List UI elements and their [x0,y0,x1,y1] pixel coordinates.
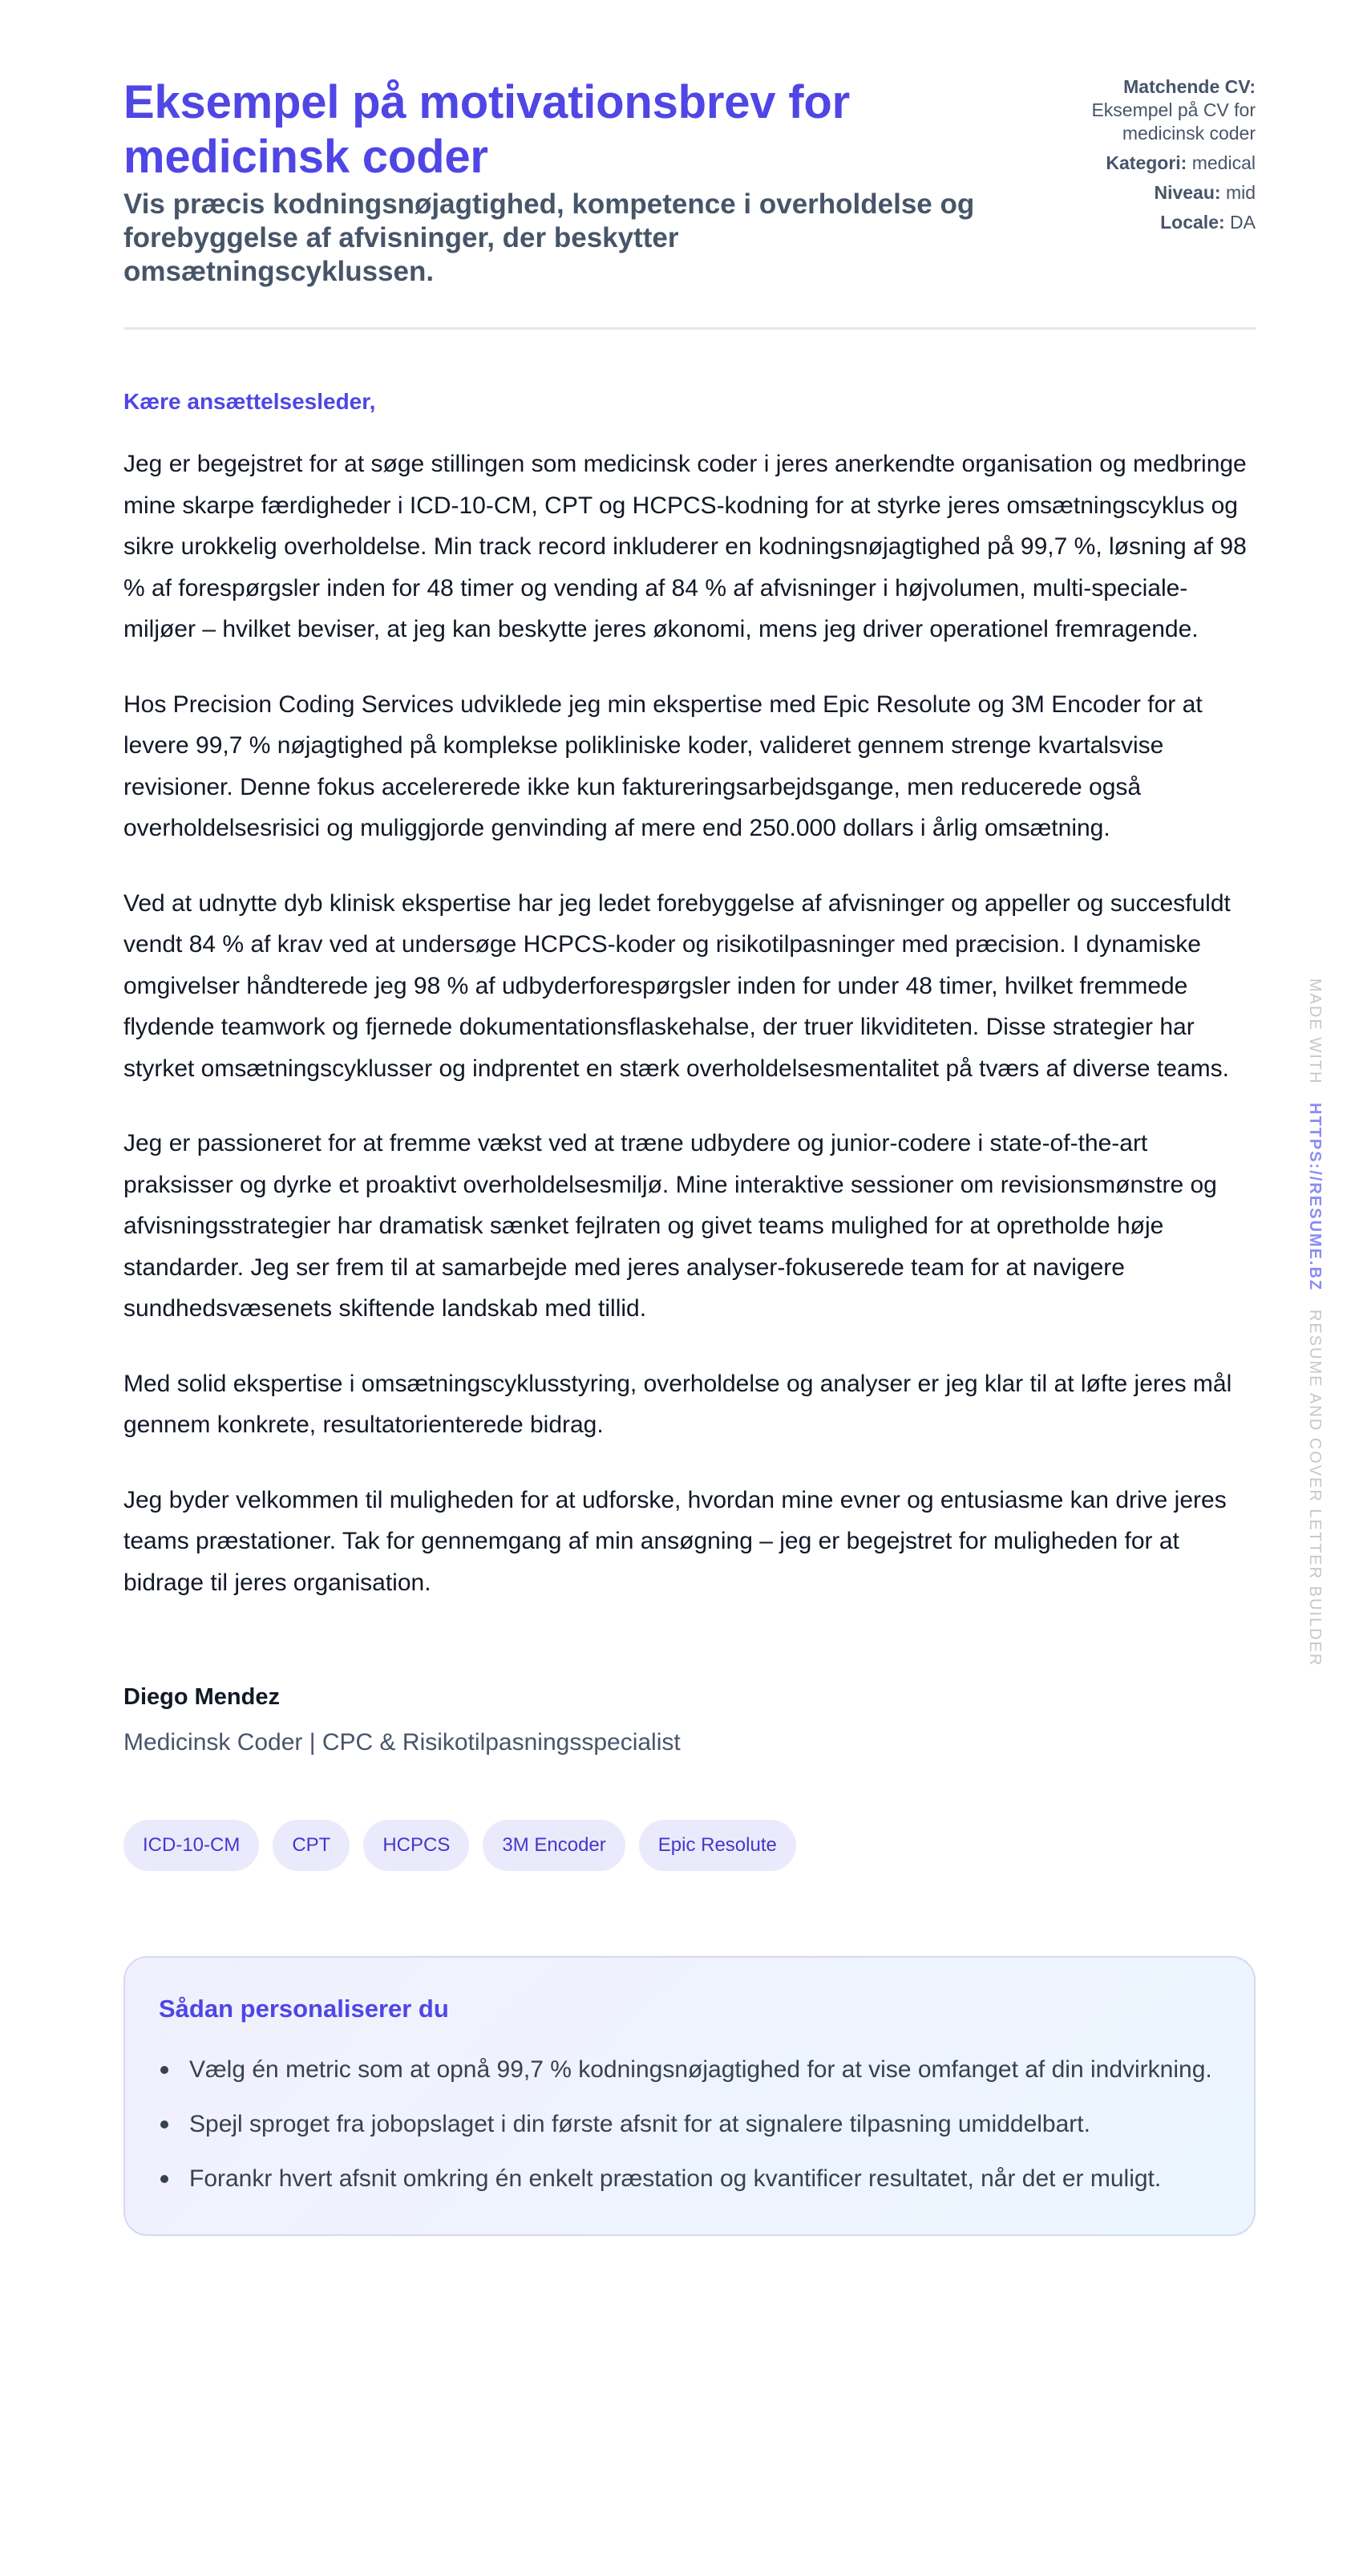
meta-matching-cv-label: Matchende CV: [1123,76,1256,97]
letter-body [123,387,1256,1603]
meta-category [1023,152,1256,175]
letter-paragraph: Jeg er begejstret for at søge stillingen som medicinsk coder i jeres anerkendte organisation og medbringe mine skarpe færdigheder i ICD-10-CM, CPT og HCPCS-kodning for at styrke jeres omsætningscyklus og sikre urokkelig overholdelse. Min track record inkluderer en kodningsnøjagtighed på 99,7 %, løsning af 98 % af forespørgsler inden for 48 timer og vending af 84 % af afvisninger i højvolumen, multi-speciale-miljøer – hvilket beviser, at jeg kan beskytte jeres økonomi, mens jeg driver operationel fremragende. [123,451,1247,642]
cover-letter-page [123,75,1256,2236]
skill-tag: HCPCS [363,1820,469,1871]
page-header [123,75,1256,330]
side-brand-prefix: MADE WITH [1306,978,1324,1085]
meta-matching-cv-value[interactable]: Eksempel på CV for medicinsk coder [1091,99,1256,144]
salutation: Kære ansættelsesleder, [123,389,376,414]
bullet-icon [160,2066,168,2074]
meta-matching-cv [1023,75,1256,145]
tips-title: Sådan personaliserer du [159,1995,449,2023]
tip-text: Vælg én metric som at opnå 99,7 % kodningsnøjagtighed for at vise omfanget af din indvirkning. [189,2056,1212,2083]
header-titles [123,75,989,289]
meta-locale-value: DA [1230,212,1256,233]
personalization-tips-card [123,1956,1256,2236]
side-brand-suffix: RESUME AND COVER LETTER BUILDER [1306,1309,1324,1667]
skill-tag: CPT [273,1820,350,1871]
skill-tag: 3M Encoder [483,1820,625,1871]
letter-paragraph: Jeg er passioneret for at fremme vækst ved at træne udbydere og junior-codere i state-of-the-art praksisser og dyrke et proaktivt overholdelsesmiljø. Mine interaktive sessioner om revisionsmønstre og afvisningsstrategier har dramatisk sænket fejlraten og givet teams mulighed for at opretholde høje standarder. Jeg ser frem til at samarbejde med jeres analyser-fokuserede team for at navigere sundhedsvæsenets skiftende landskab med tillid. [123,1130,1217,1322]
signature-name: Diego Mendez [123,1684,280,1710]
skill-tag: ICD-10-CM [123,1820,259,1871]
side-brand-watermark [1305,978,1325,1667]
page-subtitle: Vis præcis kodningsnøjagtighed, kompetence i overholdelse og forebyggelse af afvisninger, der beskytter omsætningscyklussen. [123,188,975,287]
tip-item [159,2049,1220,2090]
skill-tags [123,1820,1256,1871]
bullet-icon [160,2175,168,2183]
signature-title: Medicinsk Coder | CPC & Risikotilpasningsspecialist [123,1729,681,1756]
tip-text: Forankr hvert afsnit omkring én enkelt præstation og kvantificer resultatet, når det er muligt. [189,2165,1162,2192]
meta-level-label: Niveau: [1154,182,1221,203]
letter-paragraph: Ved at udnytte dyb klinisk ekspertise har jeg ledet forebyggelse af afvisninger og appeller og succesfuldt vendt 84 % af krav ved at undersøge HCPCS-koder og risikotilpasninger med præcision. I dynamiske omgivelser håndterede jeg 98 % af udbyderforespørgsler inden for under 48 timer, hvilket fremmede flydende teamwork og fjernede dokumentationsflaskehalse, der truer likviditeten. Disse strategier har styrket omsætningscyklusser og indprentet en stærk overholdelsesmentalitet på tværs af diverse teams. [123,889,1231,1082]
side-brand-link[interactable]: HTTPS://RESUME.BZ [1306,1103,1324,1292]
meta-category-value: medical [1191,152,1256,173]
letter-paragraph: Med solid ekspertise i omsætningscyklusstyring, overholdelse og analyser er jeg klar til at løfte jeres mål gennem konkrete, resultatorienterede bidrag. [123,1370,1232,1438]
tip-item [159,2158,1220,2199]
meta-category-label: Kategori: [1106,152,1187,173]
meta-level [1023,181,1256,205]
meta-locale-label: Locale: [1160,212,1225,233]
meta-level-value: mid [1225,182,1256,203]
meta-locale [1023,211,1256,234]
letter-paragraph: Jeg byder velkommen til muligheden for at udforske, hvordan mine evner og entusiasme kan drive jeres teams præstationer. Tak for gennemgang af min ansøgning – jeg er begejstret for muligheden for at bidrage til jeres organisation. [123,1486,1227,1596]
signature-block [123,1682,1256,1759]
tip-item [159,2104,1220,2145]
letter-paragraph: Hos Precision Coding Services udviklede jeg min ekspertise med Epic Resolute og 3M Encoder for at levere 99,7 % nøjagtighed på komplekse polikliniske koder, valideret gennem strenge kvartalsvise revisioner. Denne fokus accelererede ikke kun faktureringsarbejdsgange, men reducerede også overholdelsesrisici og muliggjorde genvinding af mere end 250.000 dollars i årlig omsætning. [123,691,1203,841]
skill-tag: Epic Resolute [639,1820,796,1871]
tip-text: Spejl sproget fra jobopslaget i din første afsnit for at signalere tilpasning umiddelbart. [189,2111,1090,2137]
meta-panel [1023,75,1256,241]
bullet-icon [160,2120,168,2128]
page-title: Eksempel på motivationsbrev for medicinsk coder [123,76,850,183]
tips-list [159,2049,1220,2199]
